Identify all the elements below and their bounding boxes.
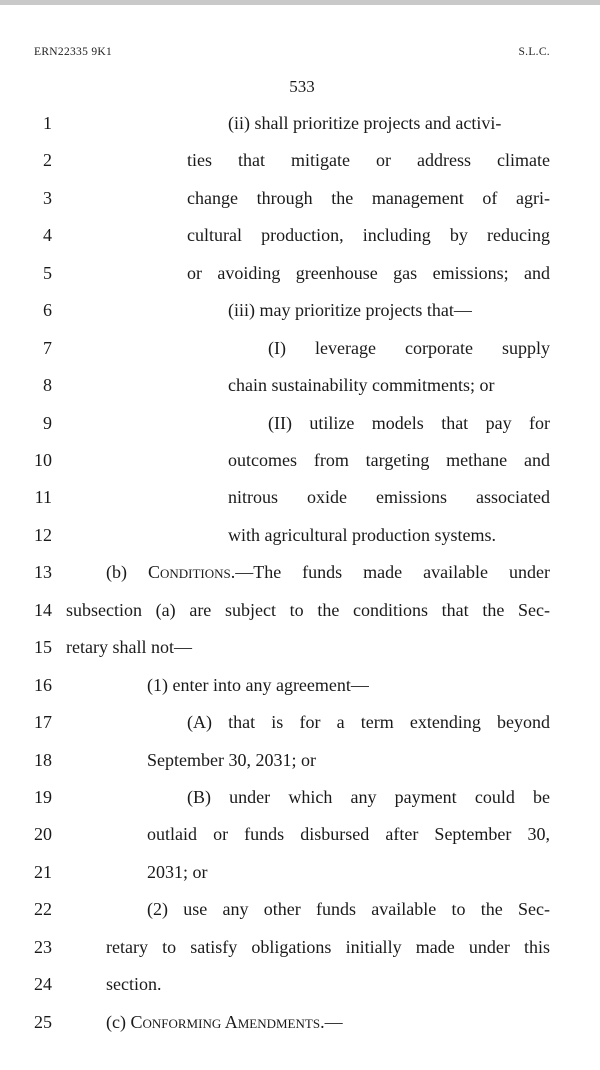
line-number: 20: [34, 824, 52, 844]
line-text: subsection (a) are subject to the conditions that the Sec-: [66, 600, 550, 620]
line-number: 12: [34, 525, 52, 545]
line-text: with agricultural production systems.: [228, 525, 496, 545]
line-number: 14: [34, 600, 52, 620]
text-line: [0, 557, 600, 587]
text-line: [0, 632, 600, 662]
text-line: [0, 782, 600, 812]
line-number: 8: [43, 375, 52, 395]
text-line: [0, 670, 600, 700]
text-line: [0, 520, 600, 550]
line-number: 19: [34, 787, 52, 807]
line-text: (ii) shall prioritize projects and activi-: [228, 113, 502, 133]
text-line: [0, 969, 600, 999]
text-line: [0, 220, 600, 250]
text-line: [0, 482, 600, 512]
text-line: [0, 932, 600, 962]
line-number: 6: [43, 300, 52, 320]
line-text: outlaid or funds disbursed after September 30,: [147, 824, 550, 844]
line-text: retary to satisfy obligations initially made under this: [106, 937, 550, 957]
text-line: [0, 295, 600, 325]
line-number: 22: [34, 899, 52, 919]
line-number: 24: [34, 974, 52, 994]
line-text: outcomes from targeting methane and: [228, 450, 550, 470]
text-line: [0, 595, 600, 625]
line-text: [106, 1007, 343, 1037]
text-line: [0, 894, 600, 924]
line-text: ties that mitigate or address climate: [187, 150, 550, 170]
line-text: (A) that is for a term extending beyond: [187, 712, 550, 732]
line-number: 7: [43, 338, 52, 358]
line-number: 10: [34, 450, 52, 470]
line-number: 25: [34, 1012, 52, 1032]
line-text: or avoiding greenhouse gas emissions; and: [187, 263, 550, 283]
line-number: 15: [34, 637, 52, 657]
line-text: section.: [106, 974, 162, 994]
page-number: 533: [289, 77, 315, 96]
line-number: 23: [34, 937, 52, 957]
line-text: (B) under which any payment could be: [187, 787, 550, 807]
line-text: nitrous oxide emissions associated: [228, 487, 550, 507]
text-line: [0, 333, 600, 363]
line-text-rest: .—The funds made available under: [230, 562, 550, 582]
line-text: (1) enter into any agreement—: [147, 675, 369, 695]
text-line: [0, 445, 600, 475]
line-number: 13: [34, 562, 52, 582]
line-number: 21: [34, 862, 52, 882]
line-number: 2: [43, 150, 52, 170]
section-heading: Conforming Amendments: [130, 1012, 321, 1032]
top-border: [0, 0, 600, 5]
line-number: 3: [43, 188, 52, 208]
text-line: [0, 183, 600, 213]
document-id: ERN22335 9K1: [34, 46, 113, 58]
text-line: [0, 707, 600, 737]
line-number: 4: [43, 225, 52, 245]
text-line: [0, 745, 600, 775]
line-number: 11: [34, 487, 52, 507]
subsection-prefix: (c): [106, 1012, 131, 1032]
text-line: [0, 108, 600, 138]
line-number: 5: [43, 263, 52, 283]
line-text: (II) utilize models that pay for: [268, 413, 550, 433]
line-text: chain sustainability commitments; or: [228, 375, 495, 395]
text-line: [0, 408, 600, 438]
line-text: 2031; or: [147, 862, 208, 882]
text-line: [0, 819, 600, 849]
line-number: 17: [34, 712, 52, 732]
line-number: 9: [43, 413, 52, 433]
text-line: [0, 258, 600, 288]
line-text: (2) use any other funds available to the Sec-: [147, 899, 550, 919]
line-text-rest: .—: [320, 1012, 343, 1032]
line-text: September 30, 2031; or: [147, 750, 316, 770]
line-text: retary shall not—: [66, 637, 192, 657]
line-text: change through the management of agri-: [187, 188, 550, 208]
text-line: [0, 857, 600, 887]
text-line: [0, 1007, 600, 1037]
line-text: [106, 557, 550, 587]
section-heading: Conditions: [147, 562, 231, 582]
line-number: 16: [34, 675, 52, 695]
line-text: (iii) may prioritize projects that—: [228, 300, 472, 320]
text-line: [0, 370, 600, 400]
subsection-prefix: (b): [106, 562, 148, 582]
line-text: (I) leverage corporate supply: [268, 338, 550, 358]
line-number: 1: [43, 113, 52, 133]
text-line: [0, 145, 600, 175]
slc-label: S.L.C.: [518, 46, 550, 58]
line-text: cultural production, including by reducing: [187, 225, 550, 245]
line-number: 18: [34, 750, 52, 770]
